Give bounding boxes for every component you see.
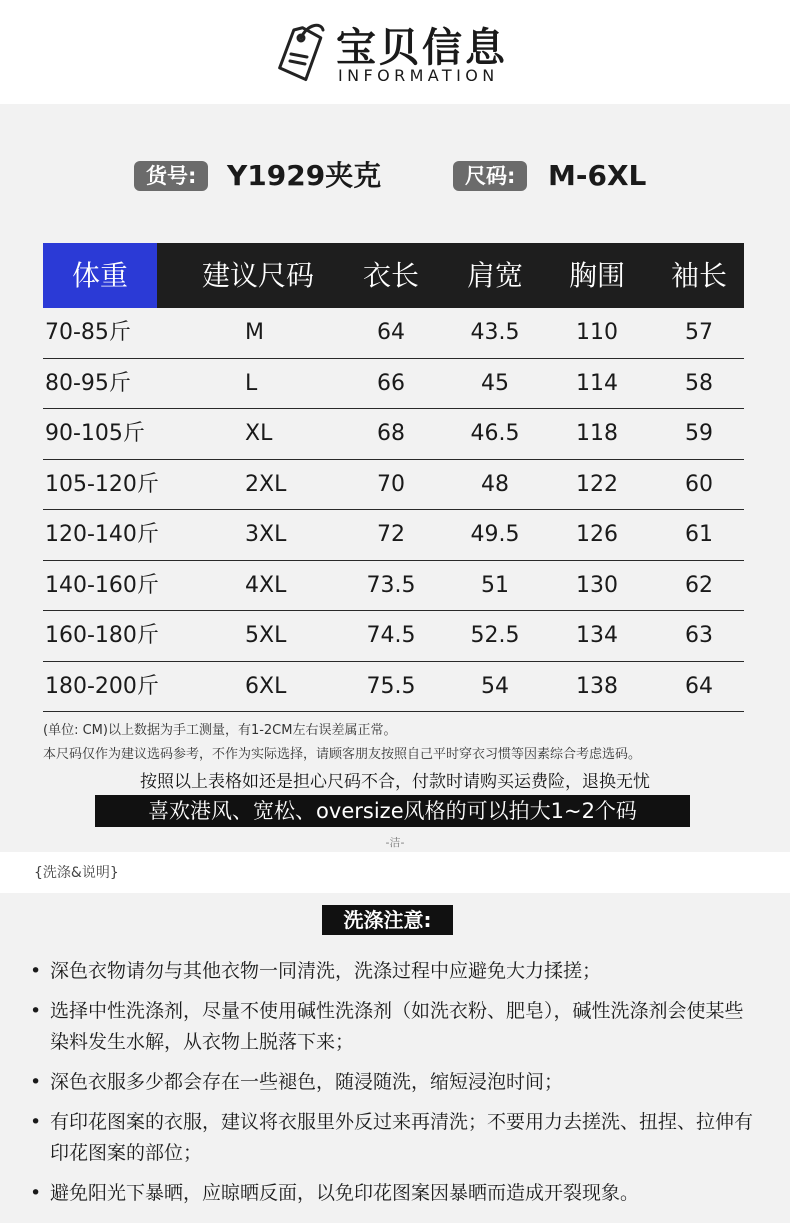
sku-value: Y1929夹克 [227, 159, 382, 192]
length-cell: 75.5 [366, 673, 416, 699]
table-row [43, 510, 744, 561]
table-row [43, 460, 744, 511]
wash-section-label: {洗涤&说明} [34, 865, 119, 881]
table-row [43, 561, 744, 612]
chest-cell: 122 [576, 471, 618, 497]
sleeve-cell: 63 [685, 623, 713, 648]
shoulder-cell: 54 [481, 673, 509, 699]
size-cell: L [245, 370, 258, 396]
chest-cell: 134 [576, 623, 618, 648]
shoulder-cell: 46.5 [470, 421, 520, 446]
length-cell: 64 [377, 320, 405, 345]
list-item [30, 1178, 760, 1209]
sleeve-cell: 61 [685, 522, 713, 547]
page-title: 宝贝信息 [336, 25, 508, 71]
product-info-row [0, 156, 790, 196]
insurance-note: 按照以上表格如还是担心尺码不合，付款时请购买运费险，退换无忧 [140, 772, 650, 792]
sleeve-cell: 58 [685, 370, 713, 396]
bullet-icon: • [30, 1182, 42, 1204]
page-header [0, 0, 790, 104]
size-table-header [43, 243, 744, 308]
chest-cell: 118 [576, 421, 618, 446]
sku-label: 货号: [134, 161, 208, 191]
length-cell: 70 [377, 471, 405, 497]
weight-cell: 70-85斤 [45, 320, 131, 345]
shoulder-cell: 52.5 [470, 623, 520, 648]
size-cell: M [245, 320, 264, 345]
wash-instructions-list [30, 956, 760, 1218]
wash-item-text: 有印花图案的衣服，建议将衣服里外反过来再清洗；不要用力去搓洗、扭捏、拉伸有印花图案的部位； [50, 1111, 754, 1164]
table-row [43, 409, 744, 460]
measurement-note: (单位: CM)以上数据为手工测量，有1-2CM左右误差属正常。 [43, 723, 397, 738]
size-cell: 3XL [245, 522, 287, 547]
shoulder-cell: 48 [481, 471, 509, 497]
price-tag-icon [277, 20, 329, 84]
size-cell: 6XL [245, 673, 287, 699]
oversize-tip-banner: 喜欢港风、宽松、oversize风格的可以拍大1~2个码 [95, 795, 690, 827]
length-cell: 72 [377, 522, 405, 547]
page-subtitle: INFORMATION [338, 66, 499, 85]
size-cell: 5XL [245, 623, 287, 648]
list-item [30, 1107, 760, 1169]
shoulder-cell: 43.5 [470, 320, 520, 345]
length-cell: 74.5 [366, 623, 416, 648]
watermark-mark: -洁- [385, 836, 405, 849]
length-cell: 73.5 [366, 572, 416, 598]
header-suggested-size: 建议尺码 [201, 259, 314, 292]
wash-item-text: 避免阳光下暴晒，应晾晒反面，以免印花图案因暴晒而造成开裂现象。 [50, 1182, 640, 1204]
header-length: 衣长 [362, 259, 419, 292]
size-range-label: 尺码: [453, 161, 527, 191]
sleeve-cell: 60 [685, 471, 713, 497]
size-range-value: M-6XL [548, 159, 647, 192]
chest-cell: 110 [576, 320, 618, 345]
header-shoulder: 肩宽 [466, 259, 523, 292]
bullet-icon: • [30, 1111, 42, 1133]
weight-cell: 160-180斤 [45, 623, 159, 648]
weight-cell: 80-95斤 [45, 370, 131, 396]
table-row [43, 611, 744, 662]
bullet-icon: • [30, 1000, 42, 1022]
chest-cell: 130 [576, 572, 618, 598]
sleeve-cell: 57 [685, 320, 713, 345]
size-reference-note: 本尺码仅作为建议选码参考，不作为实际选择，请顾客朋友按照自己平时穿衣习惯等因素综合考虑选码。 [43, 747, 642, 762]
wash-item-text: 深色衣服多少都会存在一些褪色，随浸随洗，缩短浸泡时间； [50, 1071, 564, 1093]
header-weight: 体重 [43, 243, 157, 308]
size-cell: XL [245, 421, 273, 446]
shoulder-cell: 45 [481, 370, 509, 396]
wash-title: 洗涤注意: [322, 905, 453, 935]
weight-cell: 140-160斤 [45, 572, 159, 598]
weight-cell: 105-120斤 [45, 471, 159, 497]
chest-cell: 138 [576, 673, 618, 699]
list-item [30, 1067, 760, 1098]
weight-cell: 120-140斤 [45, 522, 159, 547]
list-item [30, 956, 760, 987]
list-item [30, 996, 760, 1058]
length-cell: 66 [377, 370, 405, 396]
chest-cell: 126 [576, 522, 618, 547]
shoulder-cell: 51 [481, 572, 509, 598]
weight-cell: 180-200斤 [45, 673, 159, 699]
sleeve-cell: 62 [685, 572, 713, 598]
sleeve-cell: 59 [685, 421, 713, 446]
table-row [43, 359, 744, 410]
bullet-icon: • [30, 1071, 42, 1093]
shoulder-cell: 49.5 [470, 522, 520, 547]
table-row [43, 308, 744, 359]
header-sleeve: 袖长 [670, 259, 727, 292]
weight-cell: 90-105斤 [45, 421, 145, 446]
size-table-body [43, 308, 744, 712]
size-cell: 4XL [245, 572, 287, 598]
header-chest: 胸围 [568, 259, 625, 292]
bullet-icon: • [30, 960, 42, 982]
wash-item-text: 选择中性洗涤剂，尽量不使用碱性洗涤剂（如洗衣粉、肥皂），碱性洗涤剂会使某些染料发生水解，从衣物上脱落下来； [50, 1000, 744, 1053]
chest-cell: 114 [576, 370, 618, 396]
size-cell: 2XL [245, 471, 287, 497]
length-cell: 68 [377, 421, 405, 446]
wash-item-text: 深色衣物请勿与其他衣物一同清洗，洗涤过程中应避免大力揉搓； [50, 960, 602, 982]
table-row [43, 662, 744, 713]
sleeve-cell: 64 [685, 673, 713, 699]
